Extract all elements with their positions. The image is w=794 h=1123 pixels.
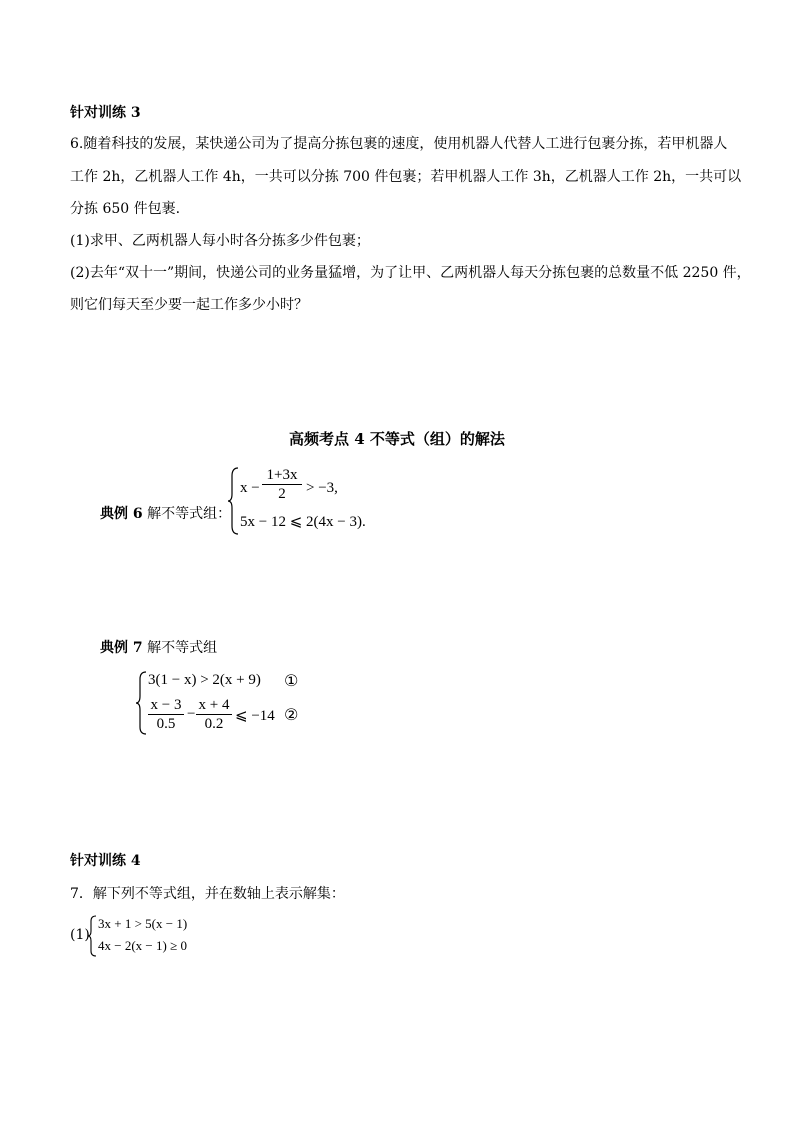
problem6-question2-cont: 则它们每天至少要一起工作多少小时？ — [70, 297, 308, 313]
problem7-system — [88, 914, 228, 958]
example6-fraction — [262, 466, 302, 503]
problem6-line1: 6.随着科技的发展，某快递公司为了提高分拣包裹的速度，使用机器人代替人工进行包裹分拣，若甲机器人 — [70, 136, 728, 152]
example7-eq1: 3(1 − x) > 2(x + 9) — [148, 672, 261, 688]
problem6-question1: (1)求甲、乙两机器人每小时各分拣多少件包裹； — [70, 233, 370, 249]
circled-two-marker: ② — [284, 705, 299, 724]
example6-prompt — [100, 503, 231, 523]
problem6-question2: (2)去年“双十一”期间，快递公司的业务量猛增，为了让甲、乙两机器人每天分拣包裹的总数量不低 2250 件， — [70, 265, 751, 281]
example7-eq2-post: ⩽ −14 — [235, 708, 275, 724]
problem6-line3: 分拣 650 件包裹. — [70, 201, 181, 217]
example6-label: 典例 6 — [100, 506, 143, 522]
example6-system — [228, 466, 378, 536]
example7-fraction2-numerator: x + 4 — [198, 697, 230, 713]
example7-prompt — [100, 637, 217, 657]
example7-text: 解不等式组 — [147, 640, 218, 656]
circled-one-marker: ① — [284, 671, 299, 690]
example7-fraction1-denominator: 0.5 — [156, 716, 176, 732]
example6-eq1-pre: x − — [240, 480, 260, 496]
example7-label: 典例 7 — [100, 640, 143, 656]
problem7-part-label: (1) — [70, 927, 90, 943]
brace-icon — [88, 914, 98, 958]
problem7-eq2: 4x − 2(x − 1) ≥ 0 — [98, 938, 187, 953]
brace-icon — [228, 466, 240, 536]
example7-fraction1 — [148, 696, 184, 733]
example6-text: 解不等式组： — [147, 506, 232, 522]
section-title: 高频考点 4 不等式（组）的解法 — [289, 430, 505, 448]
training3-heading: 针对训练 3 — [70, 105, 141, 121]
example7-fraction2-denominator: 0.2 — [204, 716, 224, 732]
example7-fraction1-numerator: x − 3 — [150, 697, 182, 713]
brace-icon — [136, 670, 148, 736]
problem6-line2: 工作 2h，乙机器人工作 4h，一共可以分拣 700 件包裹；若甲机器人工作 3h，乙机器人工作 2h，一共可以 — [70, 169, 742, 185]
example6-eq1-post: > −3, — [306, 480, 338, 496]
example7-minus: − — [187, 706, 196, 722]
example6-eq2: 5x − 12 ⩽ 2(4x − 3). — [240, 514, 366, 530]
example7-fraction2 — [196, 696, 232, 733]
training4-heading: 针对训练 4 — [70, 853, 141, 869]
example6-fraction-numerator: 1+3x — [266, 467, 298, 483]
example6-fraction-denominator: 2 — [278, 486, 286, 502]
problem7-eq1: 3x + 1 > 5(x − 1) — [98, 916, 188, 931]
problem7-text: 7．解下列不等式组，并在数轴上表示解集： — [70, 886, 345, 902]
